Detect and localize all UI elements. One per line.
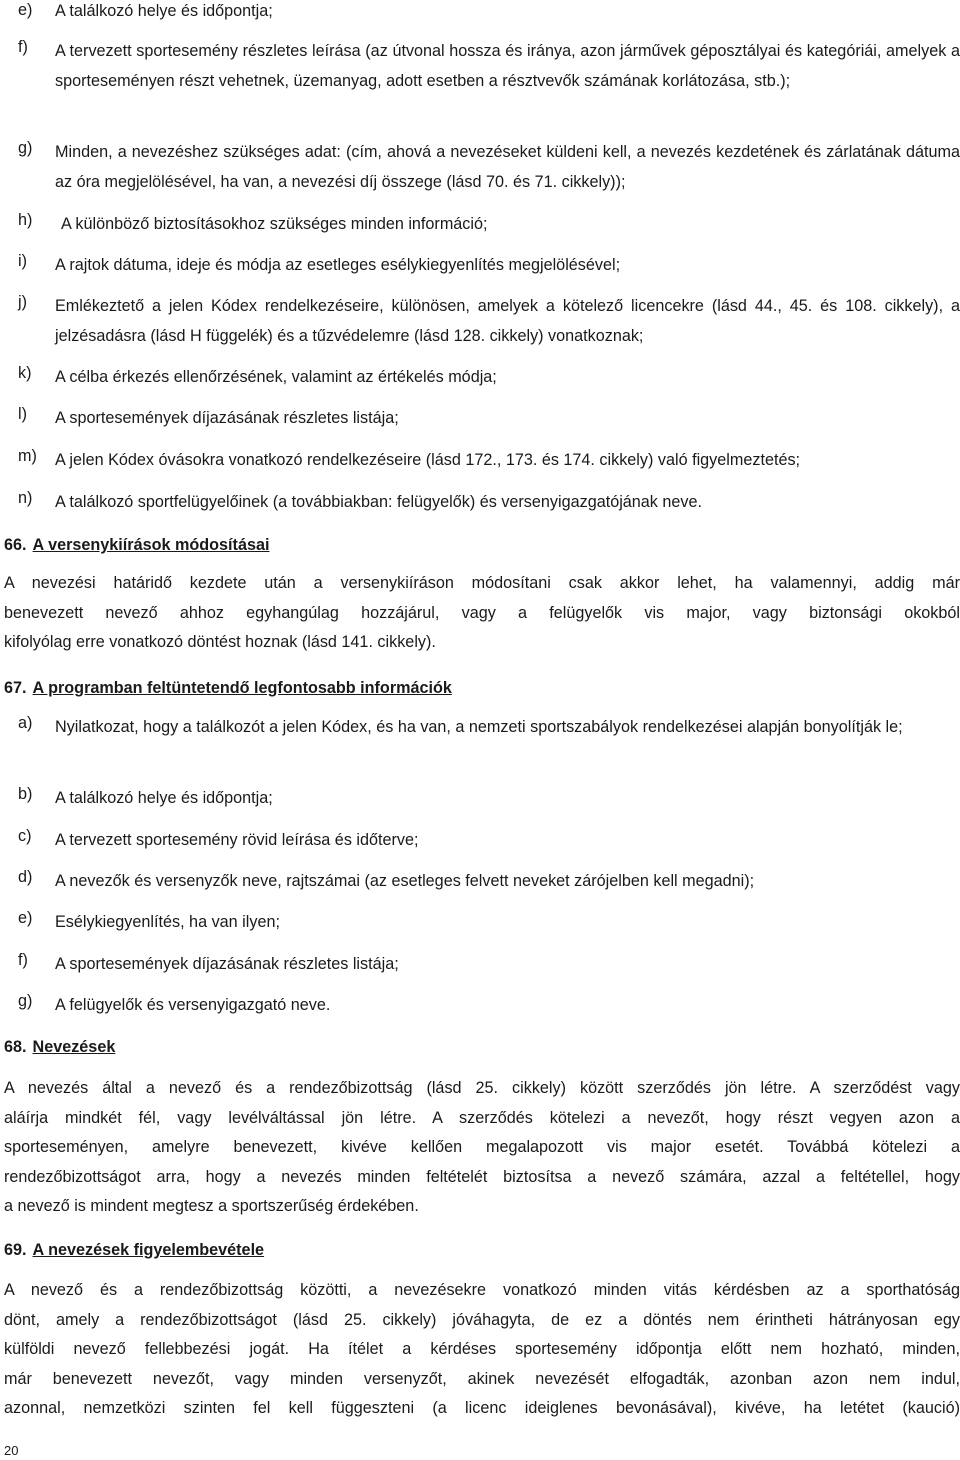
paragraph-line: benevezett nevező ahhoz egyhangúlag hozzájárul, vagy a felügyelők vis major, vagy biztonsági okokból (4, 603, 960, 622)
list-item-label: f) (18, 38, 28, 56)
list-item-label: k) (18, 364, 32, 382)
list-item-text: Emlékeztető a jelen Kódex rendelkezéseire, különösen, amelyek a kötelező licencekre (lásd 44., 45. és 108. cikkely), a jelzésadásra (lásd H függelék) és a tűzvédelemre (lásd 128. cikkely) vonatkoznak; (55, 297, 960, 345)
list-item-text: A nevezők és versenyzők neve, rajtszámai (az esetleges felvett neveket zárójelben kell megadni); (55, 872, 755, 890)
page-number: 20 (4, 1443, 19, 1458)
list-item-label: i) (18, 252, 27, 270)
list-item-label: a) (18, 714, 33, 732)
paragraph-line: sporteseményen, amelyre benevezett, kivéve kellően megalapozott vis major esetét. Továbbá kötelezi a (4, 1138, 960, 1156)
section-number: 66. (4, 536, 27, 554)
section-number: 68. (4, 1038, 27, 1056)
list-item-text: A rajtok dátuma, ideje és módja az esetleges esélykiegyenlítés megjelölésével; (55, 256, 621, 274)
list-item-text: A találkozó helye és időpontja; (55, 2, 273, 20)
list-item-text: A jelen Kódex óvásokra vonatkozó rendelkezéseire (lásd 172., 173. és 174. cikkely) való figyelmeztetés; (55, 451, 801, 469)
list-item-text: A tervezett sportesemény rövid leírása és időterve; (55, 831, 419, 849)
paragraph-line: dönt, amely a rendezőbizottságot (lásd 25. cikkely) jóváhagyta, de ez a döntés nem érintheti hátrányosan egy (4, 1310, 960, 1329)
list-item-label: h) (18, 211, 33, 229)
paragraph-line: külföldi nevező fellebbezési jogát. Ha ítélet a kérdéses sportesemény időpontja előtt nem hozható, minden, (4, 1340, 960, 1358)
list-item-label: g) (18, 139, 33, 157)
section-title: A programban feltüntetendő legfontosabb információk (32, 679, 452, 697)
list-item-text: A felügyelők és versenyigazgató neve. (55, 996, 331, 1014)
paragraph-line: már benevezett nevezőt, vagy minden versenyzőt, akinek nevezését elfogadták, azonban azon nem indul, (4, 1369, 960, 1388)
list-item-label: j) (18, 293, 27, 311)
section-title: A versenykiírások módosításai (32, 536, 270, 554)
list-item-label: g) (18, 992, 33, 1010)
section-heading (4, 1035, 115, 1059)
list-item-label: f) (18, 951, 28, 969)
list-item-label: c) (18, 827, 32, 845)
paragraph-line: A nevező és a rendezőbizottság közötti, a nevezésekre vonatkozó minden vitás kérdésben az a sporthatóság (4, 1281, 960, 1299)
list-item-label: e) (18, 909, 33, 927)
list-item-text: A sportesemények díjazásának részletes listája; (55, 955, 399, 973)
section-heading (4, 1238, 264, 1262)
paragraph-line: kifolyólag erre vonatkozó döntést hoznak (lásd 141. cikkely). (4, 633, 436, 651)
list-item-text: Minden, a nevezéshez szükséges adat: (cím, ahová a nevezéseket küldeni kell, a nevezés kezdetének és zárlatának dátuma az óra megjelölésével, ha van, a nevezési díj összege (lásd 70. és 71. cikkely)); (55, 143, 960, 191)
section-heading (4, 533, 269, 557)
list-item-text: Esélykiegyenlítés, ha van ilyen; (55, 913, 280, 931)
section-title: A nevezések figyelembevétele (32, 1241, 265, 1259)
section-paragraph (4, 569, 960, 658)
list-item-label: n) (18, 489, 33, 507)
section-paragraph (4, 1074, 960, 1222)
list-item-label: l) (18, 405, 27, 423)
list-item-text: A találkozó sportfelügyelőinek (a továbbiakban: felügyelők) és versenyigazgatójának neve. (55, 493, 703, 511)
list-item-text: A találkozó helye és időpontja; (55, 789, 273, 807)
list-item-label: m) (18, 447, 37, 465)
paragraph-line: azonnal, nemzetközi szinten fel kell függeszteni (a licenc ideiglenes bevonásával), kivéve, ha letétet (kaució) (4, 1399, 960, 1417)
section-number: 69. (4, 1241, 27, 1259)
paragraph-line: A nevezés által a nevező és a rendezőbizottság (lásd 25. cikkely) között szerződés jön létre. A szerződést vagy (4, 1079, 960, 1097)
list-item-text: A tervezett sportesemény részletes leírása (az útvonal hossza és iránya, azon járművek géposztályai és kategóriái, amelyek a sporteseményen részt vehetnek, üzemanyag, adott esetben a résztvevők számának korlátozása, stb.); (55, 42, 960, 90)
list-item-text: A célba érkezés ellenőrzésének, valamint az értékelés módja; (55, 368, 497, 386)
list-item-text: Nyilatkozat, hogy a találkozót a jelen Kódex, és ha van, a nemzeti sportszabályok rendelkezései alapján bonyolítják le; (55, 718, 903, 736)
list-item-label: e) (18, 1, 33, 19)
list-item-text: A sportesemények díjazásának részletes listája; (55, 409, 399, 427)
section-number: 67. (4, 679, 27, 697)
section-title: Nevezések (32, 1038, 116, 1056)
list-item-text: A különböző biztosításokhoz szükséges minden információ; (61, 215, 488, 233)
paragraph-line: a nevező is mindent megtesz a sportszerűség érdekében. (4, 1197, 419, 1215)
paragraph-line: A nevezési határidő kezdete után a versenykiíráson módosítani csak akkor lehet, ha valamennyi, addig már (4, 574, 960, 592)
list-item-label: b) (18, 785, 33, 803)
paragraph-line: rendezőbizottságot arra, hogy a nevezés minden feltételét biztosítsa a nevező számára, azzal a feltétellel, hogy (4, 1167, 960, 1186)
list-item-label: d) (18, 868, 33, 886)
section-paragraph (4, 1276, 960, 1424)
section-heading (4, 676, 452, 700)
paragraph-line: aláírja mindkét fél, vagy levélváltással jön létre. A szerződés kötelezi a nevezőt, hogy részt vegyen azon a (4, 1108, 960, 1127)
